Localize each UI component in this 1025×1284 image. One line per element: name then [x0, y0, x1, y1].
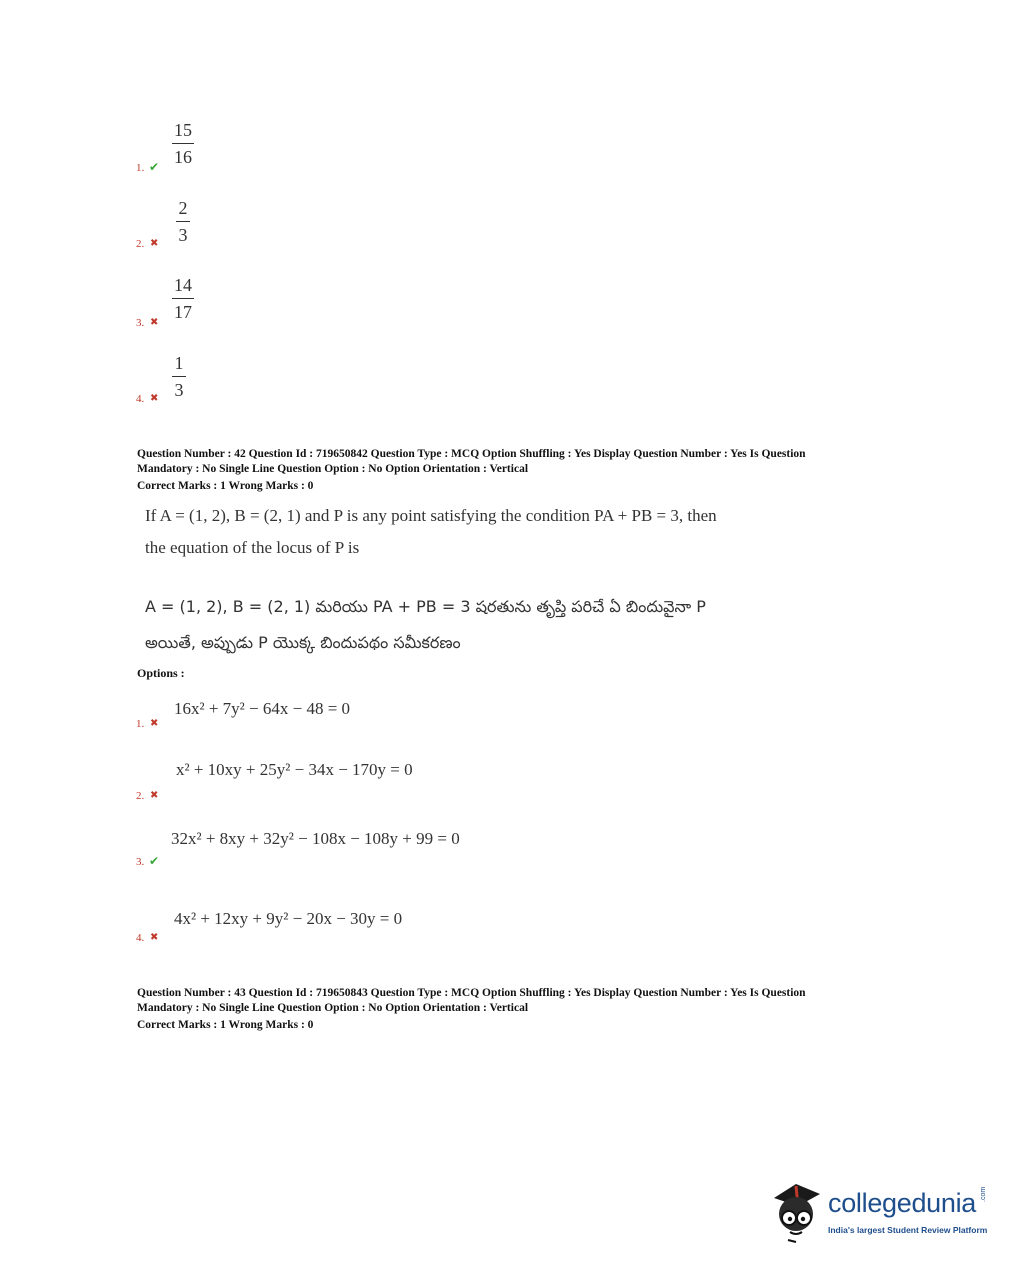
fraction-bar [176, 221, 190, 222]
denominator: 17 [174, 302, 192, 322]
cross-icon: ✖ [150, 932, 159, 943]
meta-line: Question Number : 42 Question Id : 719650842 Question Type : MCQ Option Shuffling : Yes Display Question Number : Yes Is Question [137, 448, 806, 460]
option-number: 1. [136, 162, 145, 174]
question-43-meta [137, 986, 897, 1033]
option-number: 2. [136, 238, 145, 250]
brand-name: collegedunia [828, 1188, 977, 1218]
collegedunia-logo [766, 1176, 996, 1246]
option-number: 3. [136, 856, 145, 868]
fraction-bar [172, 298, 194, 299]
numerator: 1 [174, 353, 184, 373]
fraction [176, 196, 190, 247]
meta-line: Mandatory : No Single Line Question Option : No Option Orientation : Vertical [137, 463, 529, 475]
option-number: 4. [136, 932, 145, 944]
question-line: the equation of the locus of P is [145, 538, 360, 557]
numerator: 15 [174, 120, 192, 140]
options-label: Options : [137, 666, 185, 680]
cross-icon: ✖ [150, 317, 159, 328]
question-english [145, 500, 717, 564]
option-equation: 16x² + 7y² − 64x − 48 = 0 [174, 699, 351, 718]
meta-line: Mandatory : No Single Line Question Option : No Option Orientation : Vertical [137, 1002, 529, 1014]
fraction [172, 273, 194, 324]
mascot-icon [766, 1176, 828, 1244]
denominator: 3 [174, 380, 184, 400]
cross-icon: ✖ [150, 718, 159, 729]
check-icon: ✔ [149, 854, 160, 868]
cross-icon: ✖ [150, 790, 159, 801]
option-number: 4. [136, 393, 145, 405]
question-line: If A = (1, 2), B = (2, 1) and P is any point satisfying the condition PA + PB = 3, then [145, 506, 717, 525]
meta-line: Correct Marks : 1 Wrong Marks : 0 [137, 480, 314, 492]
option-equation: x² + 10xy + 25y² − 34x − 170y = 0 [176, 760, 413, 779]
option-number: 3. [136, 317, 145, 329]
option-equation: 32x² + 8xy + 32y² − 108x − 108y + 99 = 0 [171, 829, 460, 848]
question-42-meta [137, 447, 897, 494]
numerator: 2 [178, 198, 188, 218]
fraction [172, 351, 186, 402]
numerator: 14 [174, 275, 192, 295]
question-line: అయితే, అప్పుడు P యొక్క బిందుపథం సమీకరణం [145, 633, 461, 652]
brand-suffix: .com [980, 1186, 987, 1202]
cross-icon: ✖ [150, 393, 159, 404]
meta-line: Question Number : 43 Question Id : 719650843 Question Type : MCQ Option Shuffling : Yes Display Question Number : Yes Is Question [137, 987, 806, 999]
denominator: 16 [174, 147, 192, 167]
option-number: 2. [136, 790, 145, 802]
fraction-bar [172, 376, 186, 377]
tagline: India's largest Student Review Platform [828, 1225, 988, 1235]
denominator: 3 [178, 225, 188, 245]
cross-icon: ✖ [150, 238, 159, 249]
option-equation: 4x² + 12xy + 9y² − 20x − 30y = 0 [174, 909, 403, 928]
check-icon: ✔ [149, 160, 160, 174]
fraction [172, 118, 194, 169]
meta-line: Correct Marks : 1 Wrong Marks : 0 [137, 1019, 314, 1031]
question-telugu [145, 589, 706, 661]
fraction-bar [172, 143, 194, 144]
option-number: 1. [136, 718, 145, 730]
question-line: A = (1, 2), B = (2, 1) మరియు PA + PB = 3 షరతును తృప్తి పరిచే ఏ బిందువైనా P [145, 597, 706, 616]
